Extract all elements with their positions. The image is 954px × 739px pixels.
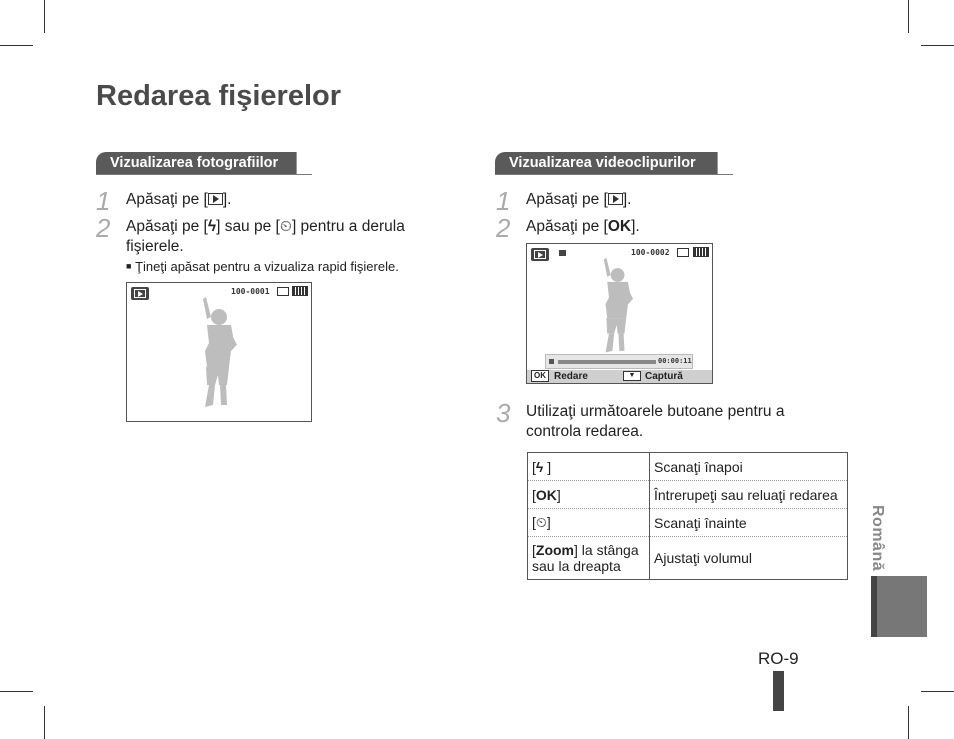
crop-mark — [921, 45, 954, 46]
crop-mark — [44, 0, 45, 33]
section-rule — [495, 174, 733, 175]
step-text: Apăsaţi pe [ — [126, 218, 208, 235]
file-number: 100-0001 — [231, 287, 270, 296]
controls-table — [527, 452, 848, 580]
table-key-cell — [528, 481, 650, 509]
flash-icon: ϟ — [535, 458, 544, 475]
step-number: 2 — [496, 213, 511, 243]
play-icon — [608, 193, 623, 205]
ok-button-glyph: OK — [531, 370, 549, 382]
step-text: ]. — [631, 218, 640, 235]
table-key-cell — [528, 509, 650, 537]
crop-mark — [0, 45, 33, 46]
key-text: [ — [532, 542, 536, 558]
step-text: ] pentru a derula — [291, 218, 405, 235]
crop-mark — [908, 706, 909, 739]
camera-screen-photo — [126, 282, 312, 422]
step-number: 1 — [96, 186, 111, 216]
step-text: controla redarea. — [526, 423, 644, 440]
table-key-cell — [528, 453, 650, 481]
crop-mark — [921, 691, 954, 692]
person-silhouette — [191, 295, 241, 411]
step-text: Apăsaţi pe [ — [126, 191, 208, 208]
key-text: [ — [532, 486, 536, 503]
table-action-cell: Întrerupeţi sau reluaţi redarea — [650, 481, 848, 509]
section-heading-label: Vizualizarea fotografiilor — [110, 155, 279, 171]
ok-key: OK — [607, 218, 632, 235]
step-number: 2 — [96, 213, 111, 243]
table-action-cell: Scanaţi înainte — [650, 509, 848, 537]
step-1-text — [126, 190, 231, 210]
key-text: ] la stânga — [574, 542, 639, 558]
language-tab — [871, 576, 927, 637]
bullet-note — [126, 259, 399, 274]
video-step-3-text — [526, 402, 784, 442]
step-text: Apăsaţi pe [ — [526, 191, 608, 208]
elapsed-time: 00:00:11 — [658, 357, 692, 365]
step-number: 3 — [496, 398, 511, 428]
section-heading-photos — [96, 152, 312, 174]
camera-screen-video — [526, 243, 713, 384]
video-step-2-text — [526, 217, 640, 237]
down-arrow-icon: ▼ — [623, 371, 641, 381]
bullet-text: Ţineţi apăsat pentru a vizualiza rapid fişierele. — [135, 259, 399, 274]
section-heading-videos — [495, 152, 733, 174]
bullet-icon: ■ — [126, 261, 132, 271]
video-step-1-text — [526, 190, 631, 210]
key-text: ] — [543, 458, 552, 475]
zoom-key: Zoom — [535, 542, 574, 558]
language-tab-stripe — [871, 576, 877, 637]
key-text: [ — [532, 514, 536, 530]
step-2-text — [126, 217, 405, 257]
table-key-cell — [528, 537, 650, 580]
table-action-cell: Scanaţi înapoi — [650, 453, 848, 481]
play-label: Redare — [554, 371, 588, 382]
page-title: Redarea fişierelor — [96, 80, 342, 112]
battery-icon — [292, 286, 308, 296]
flash-icon: ϟ — [207, 218, 217, 235]
step-text: ] sau pe [ — [216, 218, 280, 235]
memory-icon — [277, 287, 289, 296]
key-text: ] — [556, 486, 561, 503]
step-number: 1 — [496, 186, 511, 216]
key-text: [ — [532, 458, 536, 475]
stop-icon — [549, 359, 554, 364]
play-icon — [208, 193, 223, 205]
step-text: ]. — [222, 191, 232, 208]
table-row — [528, 453, 848, 481]
playback-mode-icon — [131, 287, 149, 300]
crop-mark — [908, 0, 909, 33]
file-number: 100-0002 — [631, 248, 670, 257]
step-text: ]. — [622, 191, 632, 208]
timer-icon: ⏲ — [279, 218, 292, 235]
table-action-cell: Ajustaţi volumul — [650, 537, 848, 580]
battery-icon — [693, 247, 709, 257]
crop-mark — [0, 691, 33, 692]
capture-label: Captură — [645, 371, 683, 382]
table-row — [528, 537, 848, 580]
person-silhouette — [591, 256, 639, 356]
control-bar — [527, 370, 712, 383]
table-row — [528, 509, 848, 537]
key-text: ] — [546, 514, 551, 530]
page-number: RO-9 — [758, 649, 799, 668]
progress-bar[interactable] — [558, 360, 656, 364]
key-text: sau la dreapta — [532, 558, 621, 574]
section-rule — [96, 174, 312, 175]
video-icon — [559, 250, 566, 256]
page-number-bar — [773, 671, 784, 711]
ok-key: OK — [535, 486, 557, 503]
step-text: fişierele. — [126, 238, 184, 255]
timer-icon: ⏲ — [535, 514, 547, 530]
step-text: Utilizaţi următoarele butoane pentru a — [526, 403, 785, 420]
playback-mode-icon — [531, 248, 549, 261]
memory-icon — [677, 248, 689, 257]
progress-panel — [545, 354, 693, 369]
language-tab-label: Română — [869, 505, 886, 572]
section-heading-label: Vizualizarea videoclipurilor — [509, 155, 696, 171]
table-row — [528, 481, 848, 509]
step-text: Apăsaţi pe [ — [526, 218, 608, 235]
crop-mark — [44, 706, 45, 739]
